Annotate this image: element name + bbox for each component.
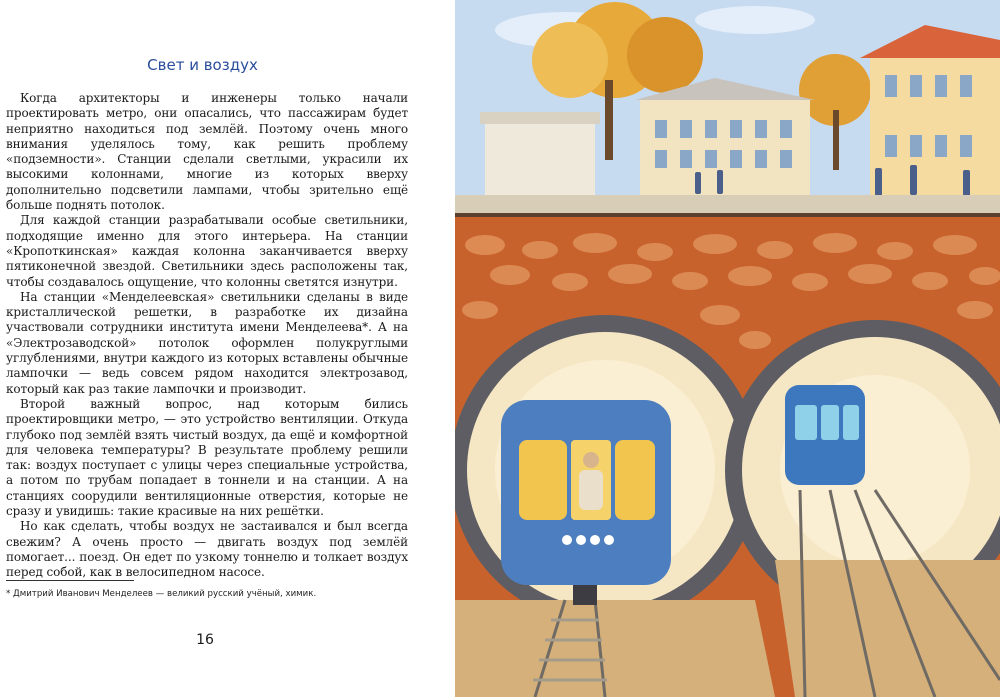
- train-coupler: [573, 585, 597, 605]
- body-text: [6, 91, 408, 581]
- cloud: [695, 6, 815, 34]
- tree-trunk: [833, 110, 839, 170]
- paragraph: Но как сделать, чтобы воздух не застаивался и был всегда свежим? А очень просто — двигать воздух под землёй помогает... поезд. Он едет по узкому тоннелю и толкает воздух перед собой, как в велосипедном насосе.: [6, 519, 408, 580]
- ground-line: [455, 213, 1000, 217]
- building: [640, 100, 810, 195]
- tunnel-floor: [455, 600, 775, 697]
- left-page: [0, 0, 455, 697]
- footnote-divider: [6, 580, 134, 581]
- driver-body: [579, 470, 603, 510]
- train-window: [795, 405, 817, 440]
- train-window: [615, 440, 655, 520]
- driver-head: [583, 452, 599, 468]
- paragraph: Второй важный вопрос, над которым бились проектировщики метро, — это устройство вентиляции. Откуда глубоко под землёй взять чистый воздух, да ещё и комфортной для человека температуры? В результате проблему решили так: воздух поступает с улицы через специальные устройства, а потом по трубам попадает в тоннели и на станции. А на станциях соорудили вентиляционные отверстия, которые не сразу и увидишь: такие красивые на них решётки.: [6, 396, 408, 519]
- train-window: [519, 440, 567, 520]
- tree-trunk: [605, 80, 613, 160]
- paragraph: Для каждой станции разрабатывали особые светильники, подходящие именно для этого интерьера. На станции «Кропоткинская» каждая колонна заканчивается вверху пятиконечной звездой. Светильники здесь расположены так, чтобы создавалось ощущение, что колонны светятся изнутри.: [6, 213, 408, 289]
- pavilion: [485, 120, 595, 195]
- paragraph: Когда архитекторы и инженеры только начали проектировать метро, они опасались, что пассажирам будет неприятно находиться под землёй. Поэтому очень много внимания уделялось тому, как решить проблему «подземности». Станции сделали светлыми, украсили их высокими колоннами, многие из которых вверху дополнительно подсветили лампами, чтобы зрительно ещё больше поднять потолок.: [6, 91, 408, 213]
- tree-crown: [532, 22, 608, 98]
- metro-illustration: [455, 0, 1000, 697]
- page-number: 16: [196, 632, 214, 648]
- train-window: [821, 405, 839, 440]
- pavilion-roof: [480, 112, 600, 124]
- train-window: [843, 405, 859, 440]
- page-title: Свет и воздух: [147, 56, 258, 74]
- footnote: * Дмитрий Иванович Менделеев — великий русский учёный, химик.: [6, 589, 317, 599]
- tree-crown: [627, 17, 703, 93]
- paragraph: На станции «Менделеевская» светильники сделаны в виде кристаллической решетки, в разработке их дизайна участвовали сотрудники института имени Менделеева*. А на «Электрозаводской» потолок оформлен полукруглыми углублениями, внутри каждого из которых вставлены обычные лампочки — ведь совсем рядом находится электрозавод, который как раз такие лампочки и производит.: [6, 289, 408, 396]
- sidewalk: [455, 195, 1000, 215]
